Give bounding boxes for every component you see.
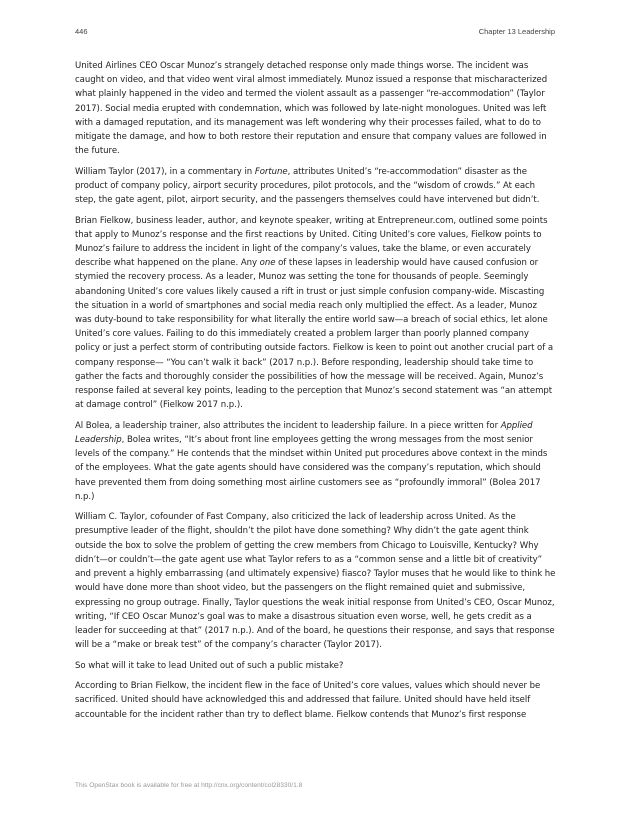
paragraph-4 <box>75 419 556 504</box>
text-run: , Bolea writes, “It’s about front line employees getting the wrong messages from the most senior levels of the company.” He contends that the mindset within United put procedures above context in the minds of the employees. What the gate agents should have considered was the company’s reputation, which should have prevented them from doing something most airline customers see as “profoundly immoral” (Bolea 2017 n.p.) <box>75 434 548 502</box>
paragraph-2 <box>75 165 556 208</box>
paragraph-5 <box>75 510 556 652</box>
paragraph-7 <box>75 679 556 722</box>
text-run: United Airlines CEO Oscar Munoz’s strangely detached response only made things worse. The incident was caught on video, and that video went viral almost immediately. Munoz issued a response that mischaracterized what plainly happened in the video and termed the violent assault as a passenger “re-accommodation” (Taylor 2017). Social media erupted with condemnation, which was followed by late-night monologues. United was left with a damaged reputation, and its management was left wondering why their processes failed, what to do to mitigate the damage, and how to both restore their reputation and ensure that company values are followed in the future. <box>75 61 548 157</box>
chapter-title: Chapter 13 Leadership <box>478 27 555 36</box>
italic-text: Fortune <box>254 166 288 177</box>
text-run: According to Brian Fielkow, the incident flew in the face of United’s core values, values which should never be sacrificed. United should have acknowledged this and addressed that failure. United should have held itself accountable for the incident rather than try to deflect blame. Fielkow contends that Munoz’s first response <box>75 681 541 720</box>
text-run: William C. Taylor, cofounder of Fast Company, also criticized the lack of leadership across United. As the presumptive leader of the flight, shouldn’t the pilot have done something? Why didn’t the gate agent think outside the box to solve the problem of getting the crew members from Chicago to Louisville, Kentucky? Why didn’t—or couldn’t—the gate agent use what Taylor refers to as a “common sense and a little bit of creativity” and prevent a highly embarrassing (and ultimately expensive) fiasco? Taylor muses that he would like to think he would have done more than shoot video, but the passengers on the flight remained quiet and submissive, expressing no group outrage. Finally, Taylor questions the weak initial response from United’s CEO, Oscar Munoz, writing, “If CEO Oscar Munoz’s goal was to make a disastrous situation even worse, well, he gets credit as a leader for succeeding at that” (2017 n.p.). And of the board, he questions their response, and says that response will be a “make or break test” of the company’s character (Taylor 2017). <box>75 512 556 651</box>
text-run: of these lapses in leadership would have caused confusion or stymied the recovery process. As a leader, Munoz was setting the tone for thousands of people. Seemingly abandoning United’s core values likely caused a rift in trust or just simple confusion company-wide. Miscasting the situation in a world of smartphones and social media reach only multiplied the effect. As a leader, Munoz was duty-bound to take responsibility for what literally the entire world saw—a breach of social ethics, let alone United’s core values. Failing to do this immediately created a problem larger than poorly planned company policy or just a perfect storm of contributing outside factors. Fielkow is keen to point out another crucial part of a company response— “You can’t walk it back” (2017 n.p.). Before responding, leadership should take time to gather the facts and thoroughly consider the possibilities of how the message will be received. Again, Munoz’s response failed at several key points, leading to the perception that Munoz’s second statement was “an attempt at damage control” (Fielkow 2017 n.p.). <box>75 258 554 411</box>
body-text <box>75 59 556 728</box>
italic-text: Applied Leadership <box>75 420 533 445</box>
text-run: William Taylor (2017), in a commentary in <box>75 166 255 177</box>
text-run: Brian Fielkow, business leader, author, and keynote speaker, writing at Entrepreneur.com, outlined some points that apply to Munoz’s response and the first reactions by United. Citing United’s core values, Fielkow points to Munoz’s failure to address the incident in light of the company’s values, take the blame, or even accurately describe what happened on the plane. Any <box>75 215 548 269</box>
text-run: So what will it take to lead United out of such a public mistake? <box>75 660 344 671</box>
page-header <box>75 27 555 39</box>
page-number: 446 <box>75 27 88 36</box>
paragraph-6 <box>75 659 556 673</box>
italic-text: one <box>259 258 276 269</box>
paragraph-3 <box>75 214 556 413</box>
page-footer: This OpenStax book is available for free at http://cnx.org/content/col28330/1.8 <box>75 782 303 789</box>
paragraph-1 <box>75 59 556 158</box>
text-run: , attributes United’s “re-accommodation” disaster as the product of company policy, airport security procedures, pilot protocols, and the “wisdom of crowds.” At each step, the gate agent, pilot, airport security, and the passengers themselves could have intervened but didn’t. <box>75 166 540 206</box>
text-run: Al Bolea, a leadership trainer, also attributes the incident to leadership failure. In a piece written for <box>75 420 501 431</box>
